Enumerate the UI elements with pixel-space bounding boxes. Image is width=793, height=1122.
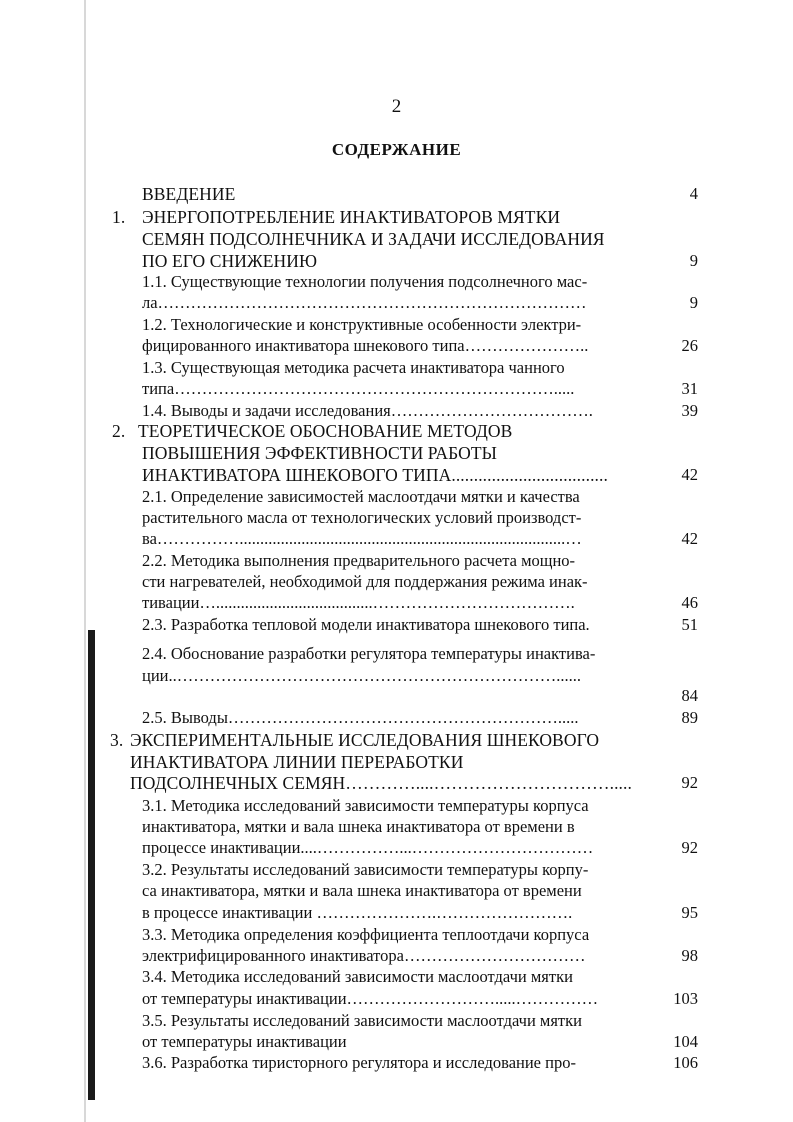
toc-s13-page: 31 [681, 379, 698, 398]
toc-s32-page: 95 [681, 903, 698, 922]
toc-ch3-number: 3. [110, 730, 124, 750]
toc-ch3-line1: ЭКСПЕРИМЕНТАЛЬНЫЕ ИССЛЕДОВАНИЯ ШНЕКОВОГО [130, 730, 600, 750]
toc-s25-line1: 2.5. Выводы……………………………………………………..... [142, 708, 579, 727]
toc-intro-label: ВВЕДЕНИЕ [142, 184, 236, 204]
toc-s31-line3: процессе инактивации....……………...…………………………… [142, 838, 594, 857]
page-title: СОДЕРЖАНИЕ [331, 140, 462, 159]
toc-s13-line2: типа……………………………………………………………..... [142, 379, 575, 398]
toc-s12-line2: фицированного инактиватора шнекового типа………………….. [142, 336, 589, 355]
toc-s32-line2: са инактиватора, мятки и вала шнека инактиватора от времени [142, 881, 582, 900]
toc-ch3-line2: ИНАКТИВАТОРА ЛИНИИ ПЕРЕРАБОТКИ [130, 752, 464, 772]
toc-s31-line2: инактиватора, мятки и вала шнека инактиватора от времени в [142, 817, 575, 836]
toc-s24-line2: ции..……………………………………………………………...... [142, 666, 581, 685]
toc-s32-line3: в процессе инактивации ………………….……………………. [142, 903, 573, 922]
page-number: 2 [391, 96, 402, 117]
toc-s33-page: 98 [681, 946, 698, 965]
toc-s21-line3: ва……………...............................................................................… [142, 529, 582, 548]
toc-ch1-line2: СЕМЯН ПОДСОЛНЕЧНИКА И ЗАДАЧИ ИССЛЕДОВАНИЯ [142, 229, 605, 249]
toc-s35-page: 104 [673, 1032, 698, 1051]
toc-s25-page: 89 [681, 708, 698, 727]
toc-s13-line1: 1.3. Существующая методика расчета инактиватора чанного [142, 358, 565, 377]
toc-s34-line1: 3.4. Методика исследований зависимости маслоотдачи мятки [142, 967, 573, 986]
toc-s36-page: 106 [673, 1053, 698, 1072]
toc-intro-page: 4 [689, 184, 698, 203]
toc-s33-line1: 3.3. Методика определения коэффициента теплоотдачи корпуса [142, 925, 590, 944]
toc-ch2-page: 42 [681, 465, 698, 484]
toc-s21-page: 42 [681, 529, 698, 548]
toc-s35-line1: 3.5. Результаты исследований зависимости маслоотдачи мятки [142, 1011, 582, 1030]
toc-ch3-page: 92 [681, 773, 698, 792]
toc-s36-line1: 3.6. Разработка тиристорного регулятора и исследование про- [142, 1053, 576, 1072]
toc-ch2-line3: ИНАКТИВАТОРА ШНЕКОВОГО ТИПА................................... [142, 465, 608, 485]
toc-ch1-number: 1. [112, 207, 126, 227]
toc-s24-page: 84 [681, 686, 698, 705]
toc-s11-line1: 1.1. Существующие технологии получения подсолнечного мас- [142, 272, 588, 291]
toc-s33-line2: электрифицированного инактиватора…………………………… [142, 946, 586, 965]
toc-s31-page: 92 [681, 838, 698, 857]
toc-ch2-number: 2. [112, 421, 126, 441]
toc-s21-line2: растительного масла от технологических условий производст- [142, 508, 582, 527]
toc-s11-line2: ла…………………………………………………………………… [142, 293, 587, 312]
toc-s24-line1: 2.4. Обоснование разработки регулятора температуры инактива- [142, 644, 596, 663]
toc-s21-line1: 2.1. Определение зависимостей маслоотдачи мятки и качества [142, 487, 580, 506]
toc-s31-line1: 3.1. Методика исследований зависимости температуры корпуса [142, 796, 589, 815]
toc-s11-page: 9 [689, 293, 698, 312]
toc-ch1-page: 9 [689, 251, 698, 270]
toc-s34-page: 103 [673, 989, 698, 1008]
toc-s14-line1: 1.4. Выводы и задачи исследования………………………………. [142, 401, 593, 420]
toc-s22-line2: сти нагревателей, необходимой для поддержания режима инак- [142, 572, 588, 591]
toc-ch1-line1: ЭНЕРГОПОТРЕБЛЕНИЕ ИНАКТИВАТОРОВ МЯТКИ [142, 207, 561, 227]
toc-s23-line1: 2.3. Разработка тепловой модели инактиватора шнекового типа. [142, 615, 590, 634]
toc-s34-line2: от температуры инактивации……………………….....…………… [142, 989, 599, 1008]
toc-ch2-line2: ПОВЫШЕНИЯ ЭФФЕКТИВНОСТИ РАБОТЫ [142, 443, 498, 463]
toc-s14-page: 39 [681, 401, 698, 420]
toc-s35-line2: от температуры инактивации [142, 1032, 347, 1051]
toc-s22-line3: тивации…......................................………………………………. [142, 593, 575, 612]
toc-s23-page: 51 [681, 615, 698, 634]
toc-ch2-line1: ТЕОРЕТИЧЕСКОЕ ОБОСНОВАНИЕ МЕТОДОВ [138, 421, 513, 441]
toc-ch1-line3: ПО ЕГО СНИЖЕНИЮ [142, 251, 318, 271]
toc-s12-page: 26 [681, 336, 698, 355]
toc-s22-page: 46 [681, 593, 698, 612]
toc-ch3-line3: ПОДСОЛНЕЧНЫХ СЕМЯН…………....…………………………..... [130, 773, 632, 793]
toc-s12-line1: 1.2. Технологические и конструктивные особенности электри- [142, 315, 582, 334]
toc-s32-line1: 3.2. Результаты исследований зависимости температуры корпу- [142, 860, 589, 879]
toc-s22-line1: 2.2. Методика выполнения предварительного расчета мощно- [142, 551, 576, 570]
